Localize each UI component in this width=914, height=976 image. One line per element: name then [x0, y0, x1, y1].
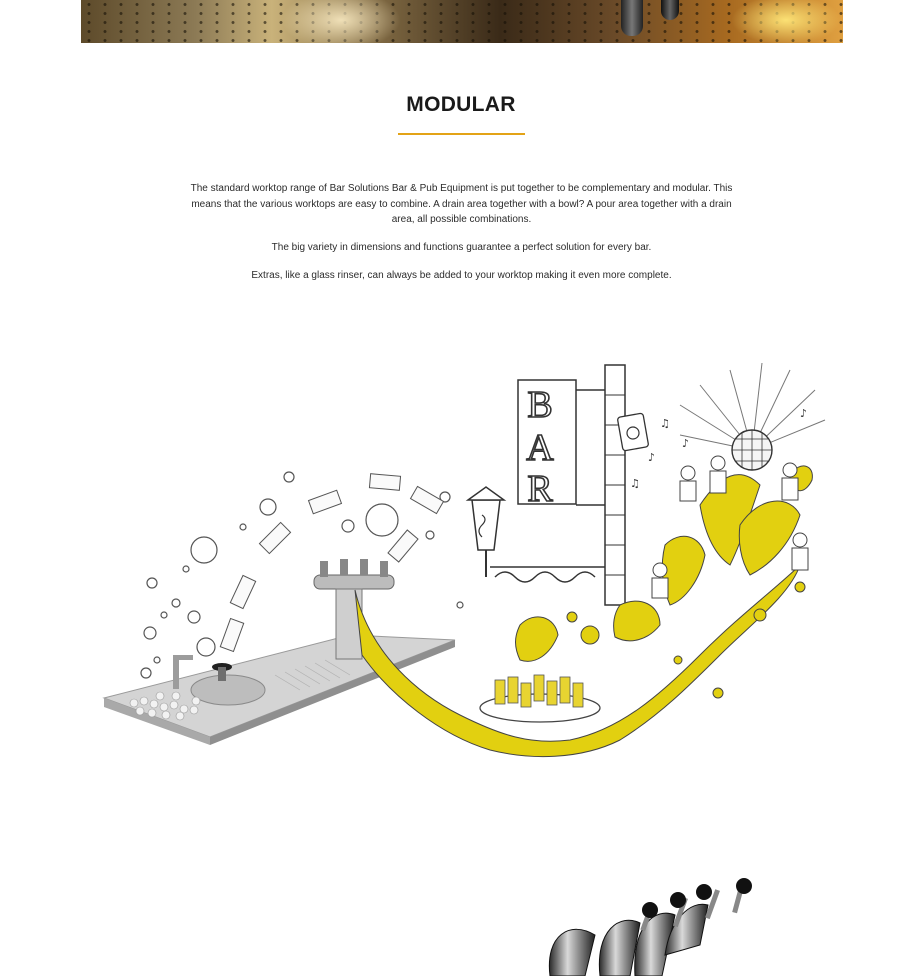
sign-letter-b: B	[527, 384, 553, 426]
sign-letter-a: A	[526, 427, 554, 469]
section-title: MODULAR	[406, 93, 516, 116]
section-copy	[184, 181, 739, 296]
street-lamp-icon	[468, 487, 504, 577]
title-underline	[398, 133, 525, 135]
svg-text:♫: ♫	[660, 417, 670, 430]
svg-text:♪: ♪	[682, 437, 690, 450]
hero-perforated-texture	[81, 0, 843, 43]
hero-tap-icon	[621, 0, 643, 36]
hero-light-glow	[281, 0, 401, 43]
hero-light-glow	[731, 0, 841, 43]
beer-glasses-tray-icon	[480, 675, 600, 722]
beer-taps-photo	[540, 875, 760, 976]
sign-letter-r: R	[527, 468, 553, 510]
paragraph-variety: The big variety in dimensions and functions guarantee a perfect solution for every bar.	[271, 242, 652, 253]
hero-image	[81, 0, 843, 43]
svg-text:♪: ♪	[648, 451, 656, 464]
paragraph-extras: Extras, like a glass rinser, can always be added to your worktop making it even more complete.	[251, 270, 672, 281]
bar-sign-icon	[490, 365, 625, 605]
paragraph-intro: The standard worktop range of Bar Solutions Bar & Pub Equipment is put together to be complementary and modular. This means that the various worktops are easy to combine. A drain area together with a bowl? A pour area together with a drain area, all possible combinations.	[190, 183, 733, 225]
svg-text:♪: ♪	[800, 407, 808, 420]
speaker-icon	[617, 413, 649, 451]
flying-glasses-icon	[220, 474, 443, 652]
modular-bar-illustration	[100, 355, 830, 785]
chrome-tap-handles-icon	[549, 878, 752, 976]
svg-text:♫: ♫	[630, 477, 640, 490]
hero-tap-icon	[661, 0, 679, 20]
